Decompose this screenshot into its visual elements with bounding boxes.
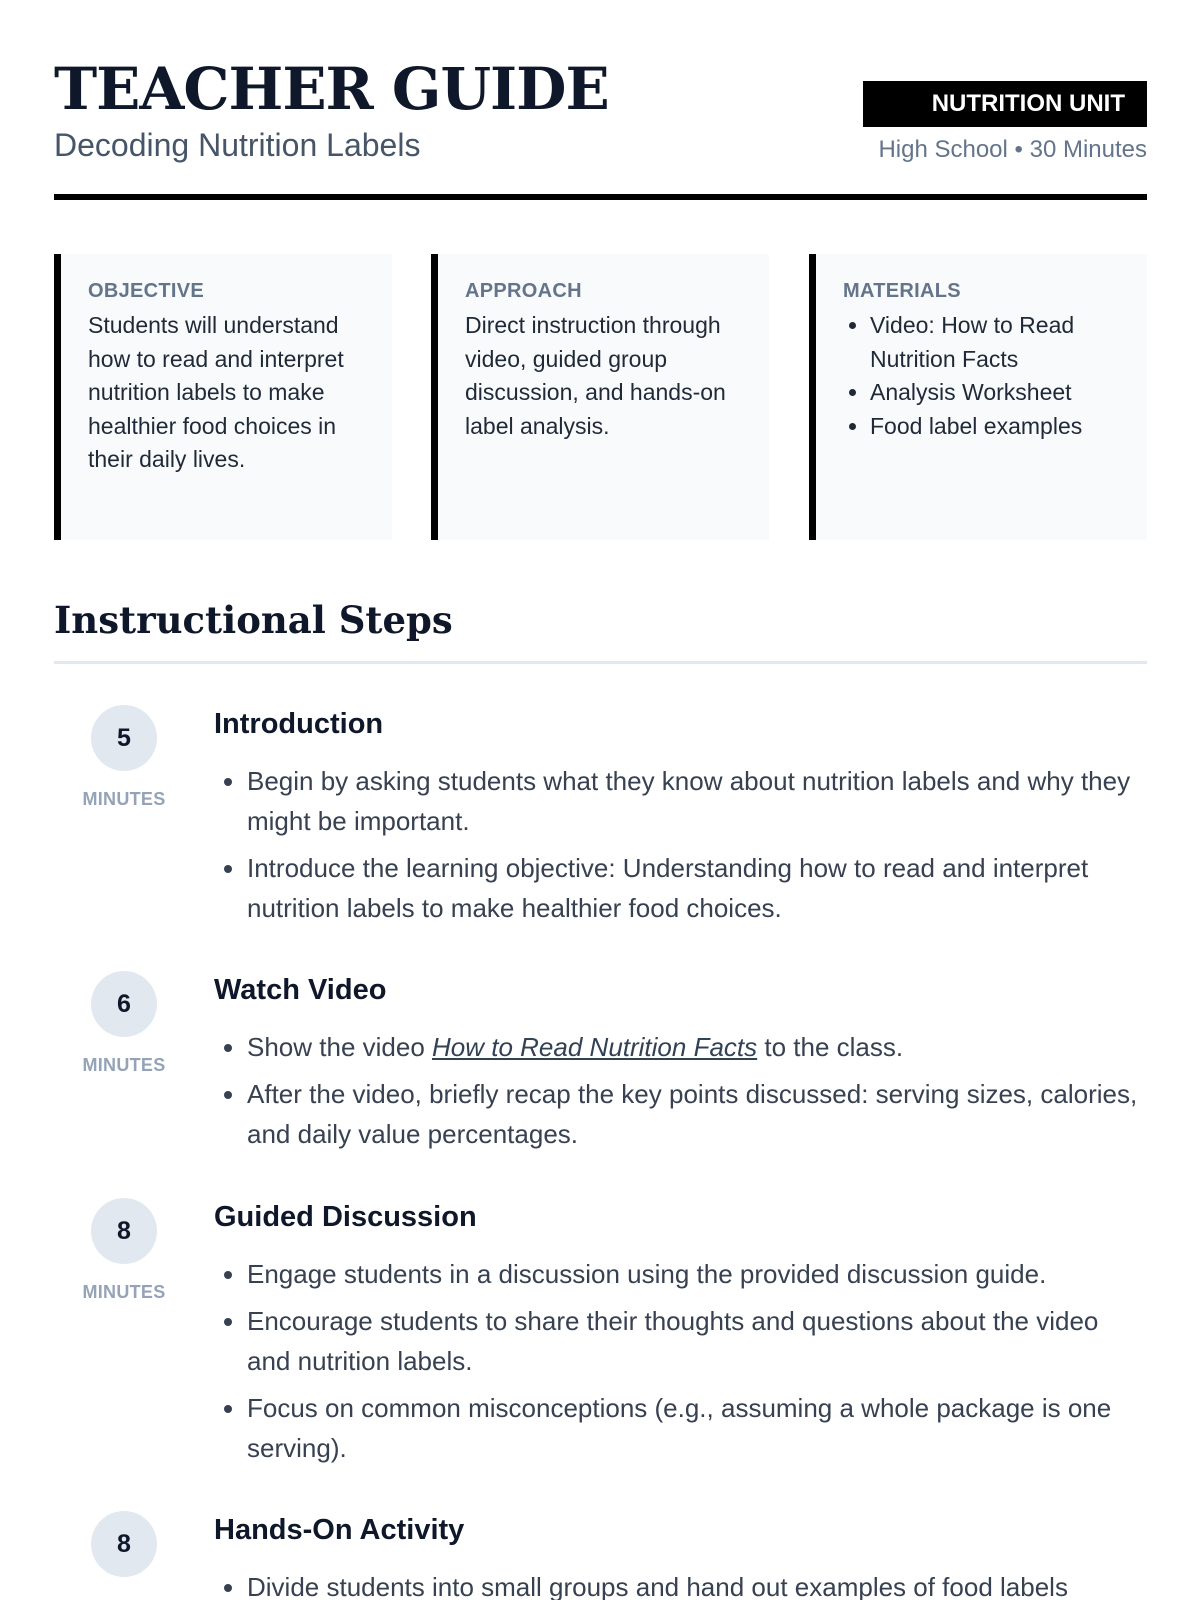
step-title: Introduction bbox=[214, 708, 384, 740]
step-bullet: • Focus on common misconceptions (e.g., assuming a whole package is one serving). bbox=[247, 1388, 1147, 1468]
duration-circle: 5 bbox=[91, 705, 157, 771]
header-divider bbox=[54, 194, 1147, 200]
duration-circle: 6 bbox=[91, 971, 157, 1037]
materials-item: • Food label examples bbox=[870, 410, 1127, 444]
step-bullet: • Divide students into small groups and hand out examples of food labels bbox=[247, 1567, 1147, 1600]
duration-circle: 8 bbox=[91, 1198, 157, 1264]
materials-label: MATERIALS bbox=[843, 280, 961, 302]
step-duration bbox=[81, 971, 167, 1076]
materials-list bbox=[843, 309, 1127, 443]
grade-duration-meta: High School • 30 Minutes bbox=[878, 136, 1147, 163]
step-bullet: • Introduce the learning objective: Understanding how to read and interpret nutrition labels to make healthier food choices. bbox=[247, 848, 1147, 928]
step-bullet: • After the video, briefly recap the key points discussed: serving sizes, calories, and daily value percentages. bbox=[247, 1074, 1147, 1154]
approach-label: APPROACH bbox=[465, 280, 582, 302]
unit-badge: NUTRITION UNIT bbox=[863, 81, 1147, 127]
step-bullets bbox=[214, 1254, 1147, 1468]
step-bullet: • Begin by asking students what they know about nutrition labels and why they might be important. bbox=[247, 761, 1147, 841]
info-cards bbox=[54, 254, 1147, 540]
materials-item: • Analysis Worksheet bbox=[870, 376, 1127, 410]
guide-header bbox=[54, 0, 1147, 200]
step-body bbox=[214, 971, 1147, 1161]
teacher-guide-page bbox=[54, 0, 1147, 1600]
objective-text: Students will understand how to read and interpret nutrition labels to make healthier food choices in their daily lives. bbox=[88, 312, 344, 472]
duration-unit: MINUTES bbox=[82, 1055, 166, 1075]
video-title-link[interactable]: How to Read Nutrition Facts bbox=[432, 1032, 758, 1062]
step-bullets bbox=[214, 1027, 1147, 1154]
approach-card bbox=[431, 254, 769, 540]
step-bullet: • Encourage students to share their thoughts and questions about the video and nutrition labels. bbox=[247, 1301, 1147, 1381]
page-subtitle: Decoding Nutrition Labels bbox=[54, 127, 421, 163]
step-body bbox=[214, 1511, 1147, 1600]
materials-card bbox=[809, 254, 1147, 540]
objective-label: OBJECTIVE bbox=[88, 280, 205, 302]
step-body bbox=[214, 1198, 1147, 1475]
materials-item: • Video: How to Read Nutrition Facts bbox=[870, 309, 1127, 376]
bullet-text: to the class. bbox=[757, 1032, 904, 1062]
approach-text: Direct instruction through video, guided group discussion, and hands-on label analysis. bbox=[465, 312, 726, 439]
step-title: Watch Video bbox=[214, 974, 387, 1006]
section-title: Instructional Steps bbox=[54, 598, 453, 642]
step-bullets bbox=[214, 1567, 1147, 1600]
objective-card bbox=[54, 254, 392, 540]
step-title: Hands-On Activity bbox=[214, 1514, 465, 1546]
step-title: Guided Discussion bbox=[214, 1201, 477, 1233]
step-bullet: • Engage students in a discussion using the provided discussion guide. bbox=[247, 1254, 1147, 1294]
step-duration bbox=[81, 705, 167, 810]
step-body bbox=[214, 705, 1147, 935]
step-duration bbox=[81, 1511, 167, 1577]
page-title: TEACHER GUIDE bbox=[54, 55, 609, 123]
step-duration bbox=[81, 1198, 167, 1303]
step-bullet bbox=[247, 1027, 1147, 1067]
bullet-text: Show the video bbox=[247, 1032, 433, 1062]
duration-unit: MINUTES bbox=[82, 789, 166, 809]
step-bullets bbox=[214, 761, 1147, 928]
duration-circle: 8 bbox=[91, 1511, 157, 1577]
duration-unit: MINUTES bbox=[82, 1282, 166, 1302]
section-divider bbox=[54, 661, 1147, 664]
